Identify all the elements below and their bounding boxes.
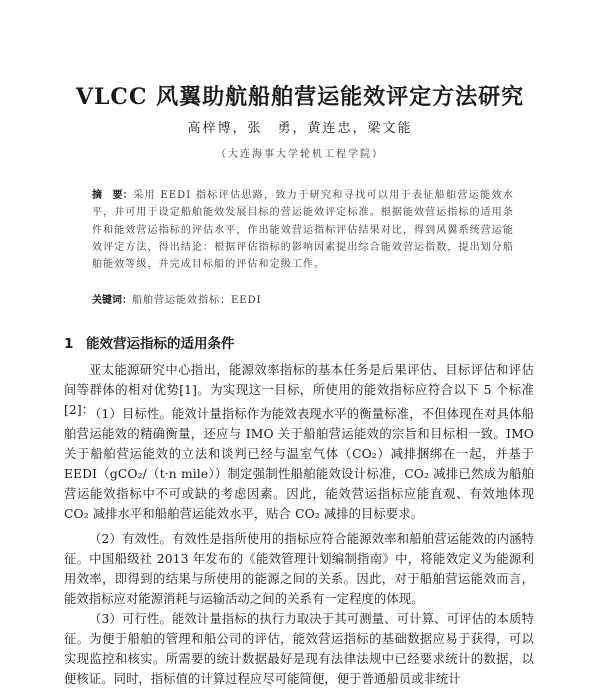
body-paragraph: （2）有效性。有效性是指所使用的指标应符合能源效率和船舶营运能效的内涵特征。中国船级社 2013 年发布的《能效管理计划编制指南》中，将能效定义为能源利用效率，即得到的结果与所使用的能源之间的关系。因此，对于船舶营运能效而言，能效指标应对能源消耗与运输活动之间的关系有一定程度的体现。: [64, 532, 534, 606]
abstract: [92, 187, 514, 273]
paper-title: VLCC 风翼助航船舶营运能效评定方法研究: [75, 84, 525, 110]
section-number: 1: [64, 336, 74, 352]
body-paragraph: （3）可行性。能效计量指标的执行力取决于其可测量、可计算、可评估的本质特征。为便于船舶的管理和船公司的评估，能效营运指标的基础数据应易于获得，可以实现监控和核实。所需要的统计数据最好是现有法律法规中已经要求统计的数据，以便核证。同时，指标值的计算过程应尽可能简便，便于普通船员或非统计: [64, 612, 534, 686]
body-paragraph: （1）目标性。能效计量指标作为能效表现水平的衡量标准，不但体现在对具体船舶营运能效的精确衡量，还应与 IMO 关于船舶营运能效的宗旨和目标相一致。IMO 关于船舶营运能效的立法和谈判已经与温室气体（CO₂）减排捆绑在一起，并基于 EEDI（gCO₂/（t·n mile））制定强制性船舶能效设计标准，CO₂ 减排已然成为船舶营运能效指标中不可或缺的考虑因素。因此，能效营运指标应能直观、有效地体现 CO₂ 减排水平和船舶营运能效水平，贴合 CO₂ 减排的目标要求。: [64, 407, 534, 521]
abstract-label: 摘 要：: [92, 190, 134, 201]
author-list: 高梓博，张 勇，黄连忠，梁文能: [187, 121, 413, 136]
section-title: 能效营运指标的适用条件: [86, 336, 235, 352]
keywords: [92, 291, 514, 306]
body-paragraph: 亚太能源研究中心指出，能源效率指标的基本任务是后果评估、目标评估和评估间等群体的相对优势[1]。为实现这一目标，所使用的能效指标应符合以下 5 个标准[2]：: [64, 363, 534, 417]
keywords-label: 关键词：: [92, 295, 132, 306]
keywords-text: 船舶营运能效指标；EEDI: [132, 295, 262, 306]
affiliation: （大连海事大学轮机工程学院）: [216, 149, 384, 160]
section-heading: [64, 332, 235, 352]
abstract-text: 采用 EEDI 指标评估思路，致力于研究和寻找可以用于表征船舶营运能效水平，并可用于设定船舶能效发展目标的营运能效评定标准。根据能效营运指标的适用条件和能效营运指标的评估水平，作出能效营运指标评估结果对比，得到风翼系统营运能效评定方法，得出结论：根据评估指标的影响因素提出综合能效营运指数，提出划分船舶能效等级，并完成目标船的评估和定级工作。: [92, 190, 515, 271]
